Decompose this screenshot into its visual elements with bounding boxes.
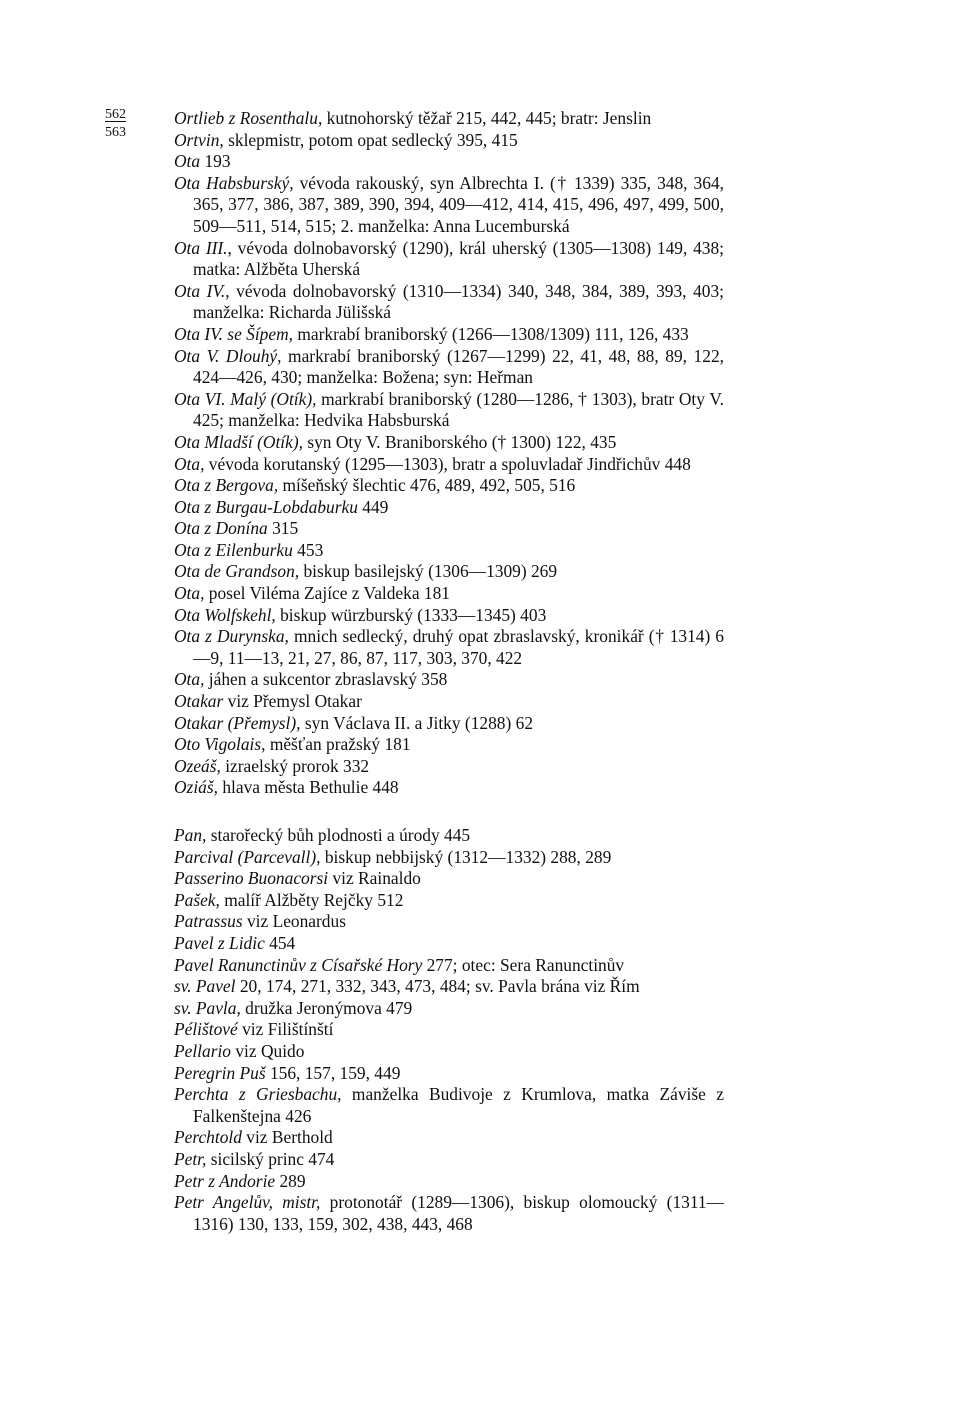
entry-text: , vévoda dolnobavorský (1290), král uherský (1305—1308) 149, 438; matka: Alžběta Uherská — [193, 237, 724, 280]
index-entry — [174, 1171, 724, 1193]
entry-name: Ota IV. se Šípem, — [174, 323, 293, 344]
entry-text: 156, 157, 159, 449 — [265, 1062, 401, 1083]
entry-name: Passerino Buonacorsi — [174, 868, 329, 889]
entry-name: Ozeáš, — [174, 755, 221, 776]
entry-text: manželka Budivoje z Krumlova, matka Záviše z Falkenštejna 426 — [193, 1084, 724, 1126]
entry-text: viz Přemysl Otakar — [223, 691, 362, 712]
entry-text: protonotář (1289—1306), biskup olomoucký (1311—1316) 130, 133, 159, 302, 438, 443, 468 — [193, 1192, 724, 1234]
entry-text: 453 — [292, 539, 324, 560]
entry-name: Ota III. — [174, 237, 228, 258]
index-entry — [174, 1149, 724, 1171]
entry-text: 315 — [267, 518, 299, 539]
index-entry — [174, 868, 724, 890]
entry-text: viz Rainaldo — [328, 868, 421, 889]
index-entry — [174, 713, 724, 735]
index-entry — [174, 998, 724, 1020]
index-entry — [174, 933, 724, 955]
index-entry — [174, 1019, 724, 1041]
entry-name: Ota, — [174, 669, 205, 690]
entry-text: sicilský princ 474 — [206, 1148, 335, 1169]
index-entry — [174, 475, 724, 497]
entry-name: Pašek, — [174, 889, 220, 910]
entry-text: 449 — [357, 496, 389, 517]
index-entry — [174, 173, 724, 238]
entry-text: markrabí braniborský (1280—1286, † 1303), bratr Oty V. 425; manželka: Hedvika Habsburská — [193, 388, 724, 431]
entry-text: 193 — [200, 151, 231, 172]
entry-text: viz Filištínští — [237, 1019, 334, 1040]
entry-text: viz Leonardus — [242, 911, 346, 932]
entry-text: hlava města Bethulie 448 — [217, 777, 399, 798]
index-entry — [174, 561, 724, 583]
entry-name: Ota, — [174, 583, 205, 604]
index-entry — [174, 324, 724, 346]
index-entry — [174, 756, 724, 778]
index-entry — [174, 454, 724, 476]
index-entry — [174, 605, 724, 627]
entry-text: markrabí braniborský (1266—1308/1309) 111, 126, 433 — [292, 323, 689, 344]
entry-text: malíř Alžběty Rejčky 512 — [219, 889, 404, 910]
index-entry — [174, 734, 724, 756]
entry-text: vévoda korutanský (1295—1303), bratr a spoluvladař Jindřichův 448 — [204, 453, 691, 474]
entry-name: Ota Habsburský, — [174, 172, 294, 193]
entry-text: izraelský prorok 332 — [220, 755, 370, 776]
entry-text: 277; otec: Sera Ranunctinův — [422, 954, 625, 975]
entry-text: markrabí braniborský (1267—1299) 22, 41, 48, 88, 89, 122, 424—426, 430; manželka: Božena; syn: Heřman — [193, 345, 724, 388]
entry-text: vévoda rakouský, syn Albrechta I. († 1339) 335, 348, 364, 365, 377, 386, 387, 389, 390, 394, 409—412, 414, 415, 496, 497, 499, 500, 509—511, 514, 515; 2. manželka: Anna Lucemburská — [193, 172, 724, 236]
index-entry — [174, 497, 724, 519]
entry-name: Ota z Burgau-Lobdaburku — [174, 496, 358, 517]
entry-name: Ortlieb z Rosenthalu, — [174, 108, 323, 128]
entry-name: Ota VI. Malý (Otík), — [174, 388, 317, 409]
entry-text: 454 — [264, 932, 296, 953]
entry-name: Ota de Grandson, — [174, 561, 300, 582]
entry-text: kutnohorský těžař 215, 442, 445; bratr: Jenslin — [322, 108, 652, 128]
entry-name: Otakar — [174, 691, 224, 712]
entry-name: Pellario — [174, 1040, 231, 1061]
entry-name: Pan, — [174, 825, 207, 845]
entry-name: Ota z Donína — [174, 518, 268, 539]
index-entry — [174, 583, 724, 605]
entry-text: viz Quido — [231, 1040, 305, 1061]
index-entry — [174, 825, 724, 847]
index-entry — [174, 151, 724, 173]
entry-text: měšťan pražský 181 — [265, 734, 411, 755]
index-entry — [174, 1084, 724, 1127]
entry-name: Ota, — [174, 453, 205, 474]
index-entry — [174, 976, 724, 998]
page-number: 562 — [105, 107, 126, 122]
entry-name: Perchta z Griesbachu, — [174, 1084, 342, 1105]
index-entry — [174, 669, 724, 691]
entry-name: Peregrin Puš — [174, 1062, 266, 1083]
entry-name: Patrassus — [174, 911, 243, 932]
entry-name: Ota IV. — [174, 280, 226, 301]
entry-text: biskup nebbijský (1312—1332) 288, 289 — [320, 846, 612, 867]
index-entry — [174, 626, 724, 669]
entry-name: Ota — [174, 151, 201, 172]
index-entry — [174, 847, 724, 869]
entry-name: Pavel z Lidic — [174, 932, 265, 953]
entry-name: Petr, — [174, 1148, 207, 1169]
entry-text: mnich sedlecký, druhý opat zbraslavský, kronikář († 1314) 6—9, 11—13, 21, 27, 86, 87, 117, 303, 370, 422 — [193, 626, 725, 668]
index-entry — [174, 281, 724, 324]
entry-text: družka Jeronýmova 479 — [240, 997, 413, 1018]
entry-name: Ota V. Dlouhý, — [174, 345, 282, 366]
index-entry — [174, 518, 724, 540]
index-entry — [174, 890, 724, 912]
entry-name: Petr Angelův, mistr, — [174, 1192, 321, 1213]
entry-text: posel Viléma Zajíce z Valdeka 181 — [204, 583, 451, 604]
entry-name: Parcival (Parcevall), — [174, 846, 321, 867]
index-entry — [174, 1127, 724, 1149]
index-entry — [174, 1192, 724, 1235]
entry-text: jáhen a sukcentor zbraslavský 358 — [204, 669, 448, 690]
entry-name: Otakar (Přemysl), — [174, 712, 301, 733]
index-entry — [174, 1041, 724, 1063]
entry-text: biskup basilejský (1306—1309) 269 — [299, 561, 558, 582]
entry-text: syn Oty V. Braniborského († 1300) 122, 435 — [302, 431, 617, 452]
index-entry — [174, 346, 724, 389]
entry-name: Ota Mladší (Otík), — [174, 431, 303, 452]
index-entry — [174, 911, 724, 933]
index-entry — [174, 955, 724, 977]
entry-text: syn Václava II. a Jitky (1288) 62 — [300, 712, 534, 733]
index-entry — [174, 389, 724, 432]
index-entry — [174, 130, 724, 152]
entry-name: Perchtold — [174, 1127, 242, 1148]
entry-name: Ota z Bergova, — [174, 475, 279, 496]
entry-name: Ota z Durynska, — [174, 626, 289, 647]
entry-name: Ota z Eilenburku — [174, 539, 293, 560]
entry-text: , vévoda dolnobavorský (1310—1334) 340, 348, 384, 389, 393, 403; manželka: Richarda Jülišská — [193, 280, 725, 323]
entry-name: Oto Vigolais, — [174, 734, 266, 755]
index-entry — [174, 432, 724, 454]
entry-text: sklepmistr, potom opat sedlecký 395, 415 — [223, 129, 518, 150]
entry-name: sv. Pavla, — [174, 997, 241, 1018]
entry-name: Pélištové — [174, 1019, 238, 1040]
index-entry — [174, 1063, 724, 1085]
index-entry — [174, 108, 724, 130]
entry-text: 289 — [275, 1170, 306, 1191]
index-entry — [174, 691, 724, 713]
page-number-marker — [105, 106, 126, 142]
entry-text: míšeňský šlechtic 476, 489, 492, 505, 516 — [278, 475, 576, 496]
entry-name: Ortvin, — [174, 129, 224, 150]
entry-text: 20, 174, 271, 332, 343, 473, 484; sv. Pavla brána viz Řím — [235, 976, 640, 997]
index-entry — [174, 540, 724, 562]
entry-text: starořecký bůh plodnosti a úrody 445 — [206, 825, 471, 845]
entry-name: Ota Wolfskehl, — [174, 604, 276, 625]
entry-name: Oziáš, — [174, 777, 218, 798]
page-number: 563 — [105, 125, 126, 140]
entry-text: viz Berthold — [241, 1127, 333, 1148]
entry-text: biskup würzburský (1333—1345) 403 — [275, 604, 547, 625]
entry-name: Pavel Ranunctinův z Císařské Hory — [174, 954, 423, 975]
index-column — [174, 108, 724, 1235]
entry-name: Petr z Andorie — [174, 1170, 276, 1191]
index-entry — [174, 238, 724, 281]
entry-name: sv. Pavel — [174, 976, 236, 997]
index-entry — [174, 777, 724, 799]
section-gap — [174, 799, 724, 825]
